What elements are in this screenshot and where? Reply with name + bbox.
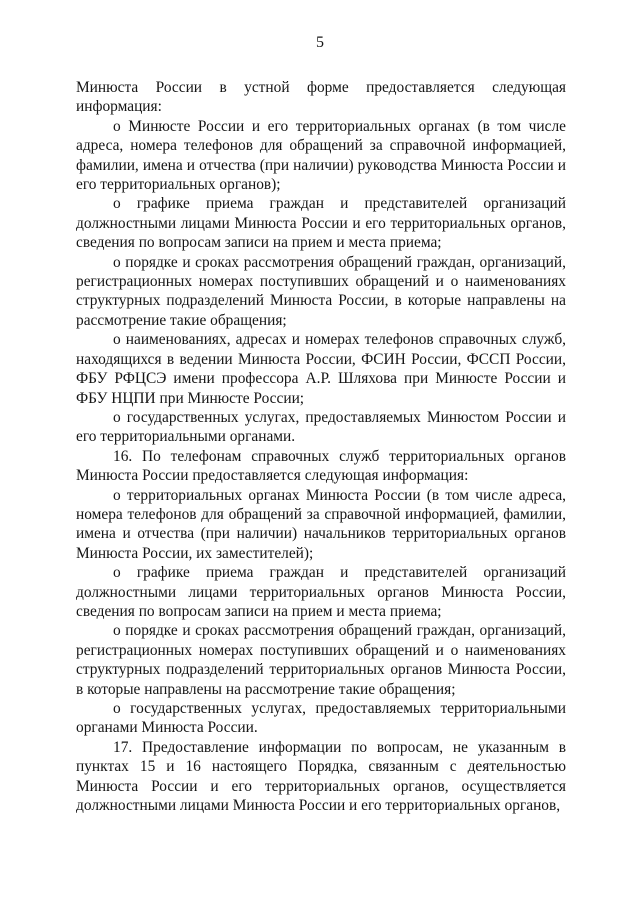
paragraph-continuation: Минюста России в устной форме предоставляется следующая информация:: [76, 79, 566, 116]
page-number: 5: [316, 34, 324, 51]
paragraph-item: о Минюсте России и его территориальных органах (в том числе адреса, номера телефонов для обращений за справочной информацией, фамилии, имена и отчества (при наличии) руководства Минюста России и его территориальных органов);: [76, 117, 566, 194]
paragraph-item: о порядке и сроках рассмотрения обращений граждан, организаций, регистрационных номерах поступивших обращений и о наименованиях структурных подразделений территориальных органов Минюста России, в которые направлены на рассмотрение такие обращения;: [76, 622, 566, 698]
document-body: [76, 78, 566, 815]
paragraph-item: о государственных услугах, предоставляемых Минюстом России и его территориальными органами.: [76, 408, 566, 446]
paragraph-item: о графике приема граждан и представителей организаций должностными лицами территориальных органов Минюста России, сведения по вопросам записи на прием и места приема;: [76, 564, 566, 620]
paragraph-clause-16: 16. По телефонам справочных служб территориальных органов Минюста России предоставляется следующая информация:: [76, 447, 566, 485]
paragraph-item: о графике приема граждан и представителей организаций должностными лицами Минюста России и его территориальных органов, сведения по вопросам записи на прием и места приема;: [76, 195, 566, 252]
paragraph-item: о территориальных органах Минюста России (в том числе адреса, номера телефонов для обращений за справочной информацией, фамилии, имена и отчества (при наличии) начальников территориальных органов Минюста России, их заместителей);: [76, 486, 566, 562]
paragraph-item: о порядке и сроках рассмотрения обращений граждан, организаций, регистрационных номерах поступивших обращений и о наименованиях структурных подразделений Минюста России, в которые направлены на рассмотрение такие обращения;: [76, 253, 566, 329]
paragraph-item: о государственных услугах, предоставляемых территориальными органами Минюста России.: [76, 700, 566, 737]
paragraph-clause-17: 17. Предоставление информации по вопросам, не указанным в пунктах 15 и 16 настоящего Порядка, связанным с деятельностью Минюста России и его территориальных органов, осуществляется должностными лицами Минюста России и его территориальных органов,: [76, 738, 566, 815]
paragraph-item: о наименованиях, адресах и номерах телефонов справочных служб, находящихся в ведении Минюста России, ФСИН России, ФССП России, ФБУ РФЦСЭ имени профессора А.Р. Шляхова при Минюсте России и ФБУ НЦПИ при Минюсте России;: [76, 331, 566, 407]
